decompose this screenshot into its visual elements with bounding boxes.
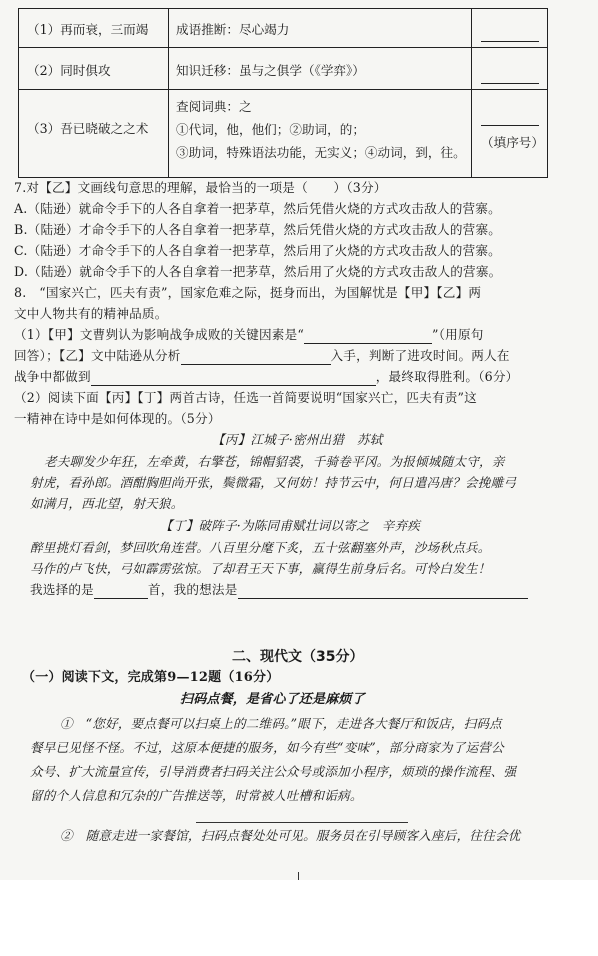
answer-blank[interactable] — [481, 41, 539, 42]
question-table — [18, 8, 548, 178]
poem-ding-line: 醉里挑灯看剑，梦回吹角连营。八百里分麾下炙，五十弦翻塞外声，沙场秋点兵。 — [30, 540, 491, 555]
poem-bing-line: 射虎，看孙郎。酒酣胸胆尚开张，鬓微霜，又何妨！持节云中，何日遣冯唐？会挽雕弓 — [30, 475, 517, 490]
page-mark — [298, 872, 299, 880]
q8-part1-line — [14, 369, 518, 386]
table-row-3-task-line: ③助词，特殊语法功能，无实义；④动词，到，往。 — [176, 145, 466, 160]
article-para-1-line: 餐早已见怪不怪。不过，这原本便捷的服务，如今有些“变味”，部分商家为了运营公 — [30, 740, 504, 755]
table-divider — [471, 9, 472, 177]
table-row-2-task: 知识迁移：虽与之俱学（《学弈》） — [176, 63, 365, 78]
q8-part1-line — [14, 348, 510, 365]
table-row-1-task: 成语推断：尽心竭力 — [176, 22, 290, 37]
article-title: 扫码点餐，是省心了还是麻烦了 — [180, 692, 365, 707]
answer-blank[interactable] — [481, 83, 539, 84]
q8-text: 入手，判断了进攻时间。两人在 — [330, 348, 510, 363]
q8-text: ，最终取得胜利。（6分） — [375, 369, 519, 384]
table-divider — [19, 47, 547, 48]
answer-blank[interactable] — [94, 582, 148, 599]
choice-text: 首，我的想法是 — [147, 582, 238, 597]
q8-text: 战争中都做到 — [14, 369, 91, 384]
q7-option-c[interactable]: C.（陆逊）才命令手下的人各自拿着一把茅草，然后用了火烧的方式攻击敌人的营寨。 — [14, 243, 501, 258]
answer-hint: （填序号） — [481, 135, 544, 150]
article-para-1-line: 众号、扩大流量宣传，引导消费者扫码关注公众号或添加小程序，烦琐的操作流程、强 — [30, 764, 517, 779]
poem-bing-line: 如满月，西北望，射天狼。 — [30, 496, 184, 511]
choice-text: 我选择的是 — [30, 582, 94, 597]
poem-ding-title: 【丁】破阵子·为陈同甫赋壮词以寄之 辛弃疾 — [160, 518, 421, 533]
section-subtitle: （一）阅读下文，完成第9—12题（16分） — [22, 670, 280, 685]
table-divider — [19, 89, 547, 90]
article-para-2-line: ② 随意走进一家餐馆，扫码点餐处处可见。服务员在引导顾客入座后，往往会优 — [60, 828, 521, 843]
q7-option-d[interactable]: D.（陆逊）就命令手下的人各自拿着一把茅草，然后用了火烧的方式攻击敌人的营寨。 — [14, 264, 502, 279]
divider — [196, 822, 408, 823]
answer-blank[interactable] — [181, 348, 331, 365]
q7-option-b[interactable]: B.（陆逊）才命令手下的人各自拿着一把茅草，然后凭借火烧的方式攻击敌人的营寨。 — [14, 222, 502, 237]
table-row-1-item: （1）再而衰，三而竭 — [27, 22, 149, 37]
q8-text: 回答）；【乙】文中陆逊从分析 — [14, 348, 181, 363]
answer-blank[interactable] — [304, 327, 432, 344]
table-row-3-task-line: 查阅词典：之 — [176, 99, 252, 114]
poem-bing-title: 【丙】江城子·密州出猎 苏轼 — [212, 432, 383, 447]
answer-blank[interactable] — [481, 125, 539, 126]
article-para-1-line: ① “您好，要点餐可以扫桌上的二维码。”眼下，走进各大餐厅和饭店，扫码点 — [60, 716, 502, 731]
table-row-3-item: （3）吾已晓破之之术 — [27, 121, 149, 136]
poem-ding-line: 马作的卢飞快，弓如霹雳弦惊。了却君王天下事，赢得生前身后名。可怜白发生！ — [30, 561, 491, 576]
q8-text: ”（用原句 — [432, 327, 484, 342]
answer-blank[interactable] — [91, 369, 376, 386]
poem-bing-line: 老夫聊发少年狂，左牵黄，右擎苍，锦帽貂裘，千骑卷平冈。为报倾城随太守，亲 — [44, 454, 505, 469]
article-para-1-line: 留的个人信息和冗杂的广告推送等，时常被人吐槽和诟病。 — [30, 788, 363, 803]
section-title: 二、现代文（35分） — [232, 649, 364, 665]
q7-stem: 7.对【乙】文画线句意思的理解，最恰当的一项是（ ）（3分） — [14, 180, 387, 195]
table-divider — [168, 9, 169, 177]
q8-part2-line: （2）阅读下面【丙】【丁】两首古诗，任选一首简要说明“国家兴亡，匹夫有责”这 — [14, 390, 477, 405]
choice-line — [30, 582, 528, 599]
q8-line: 文中人物共有的精神品质。 — [14, 306, 168, 321]
table-row-2-item: （2）同时俱攻 — [27, 63, 111, 78]
answer-blank[interactable] — [238, 582, 528, 599]
q8-part1-line — [14, 327, 484, 344]
q7-option-a[interactable]: A.（陆逊）就命令手下的人各自拿着一把茅草，然后凭借火烧的方式攻击敌人的营寨。 — [14, 201, 501, 216]
q8-text: （1）【甲】文曹刿认为影响战争成败的关键因素是“ — [14, 327, 305, 342]
q8-part2-line: 一精神在诗中是如何体现的。（5分） — [14, 411, 221, 426]
q8-line: 8. “国家兴亡，匹夫有责”，国家危难之际，挺身而出，为国解忧是【甲】【乙】两 — [14, 285, 482, 300]
table-row-3-task-line: ①代词，他，他们；②助词，的； — [176, 122, 365, 137]
